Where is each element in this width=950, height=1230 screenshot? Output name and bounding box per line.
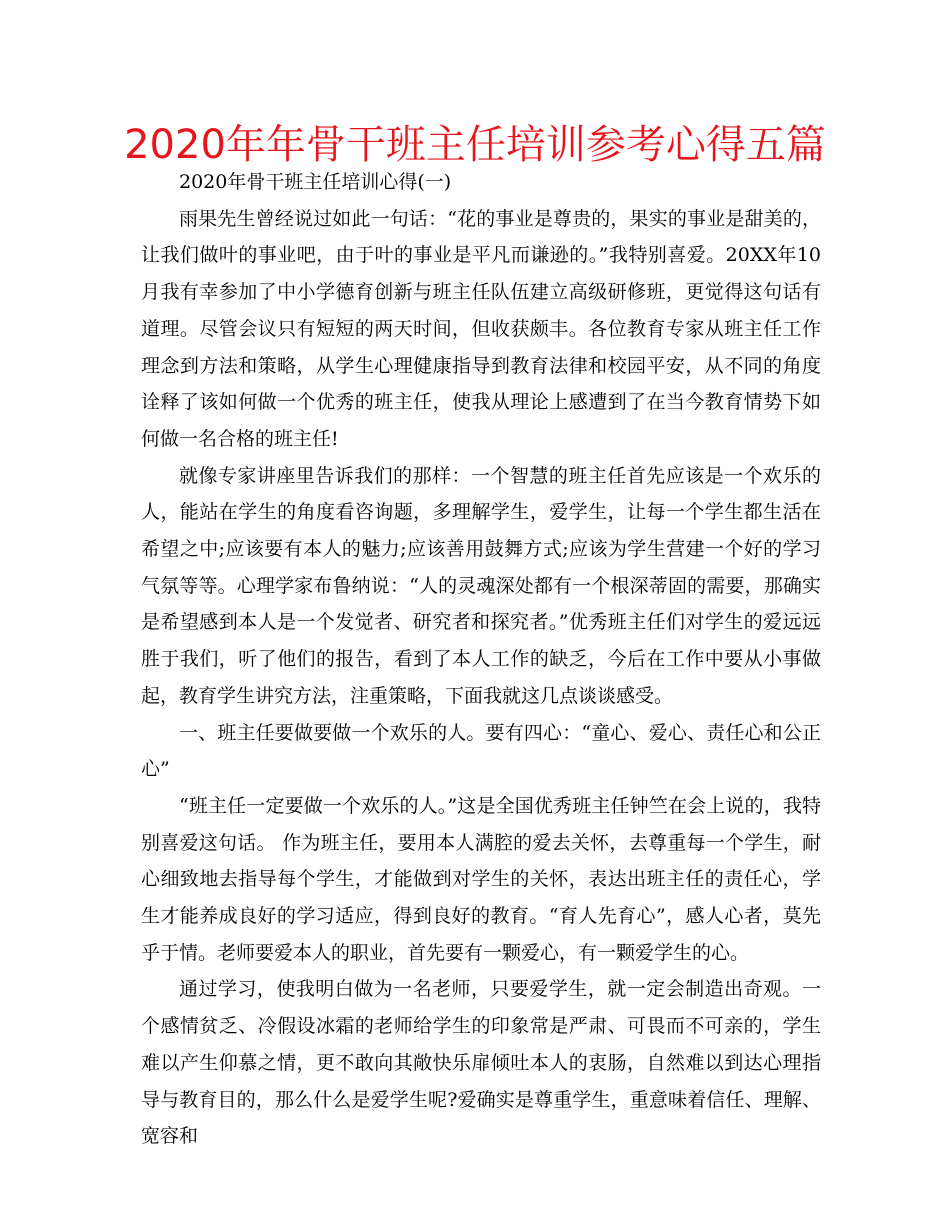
- paragraph: 就像专家讲座里告诉我们的那样：一个智慧的班主任首先应该是一个欢乐的人，能站在学生的角度看咨询题，多理解学生，爱学生，让每一个学生都生活在希望之中;应该要有本人的魅力;应该善用鼓舞方式;应该为学生营建一个好的学习气氛等等。心理学家布鲁纳说：“人的灵魂深处都有一个根深蒂固的需要，那确实是希望感到本人是一个发觉者、研究者和探究者。”优秀班主任们对学生的爱远远胜于我们，听了他们的报告，看到了本人工作的缺乏，今后在工作中要从小事做起，教育学生讲究方法，注重策略，下面我就这几点谈谈感受。: [141, 464, 821, 707]
- section-heading: 一、班主任要做要做一个欢乐的人。要有四心：“童心、爱心、责任心和公正心”: [141, 721, 821, 781]
- paragraph: 雨果先生曾经说过如此一句话：“花的事业是尊贵的，果实的事业是甜美的，让我们做叶的事业吧，由于叶的事业是平凡而谦逊的。”我特别喜爱。20XX年10月我有幸参加了中小学德育创新与班主任队伍建立高级研修班，更觉得这句话有道理。尽管会议只有短短的两天时间，但收获颇丰。各位教育专家从班主任工作理念到方法和策略，从学生心理健康指导到教育法律和校园平安，从不同的角度诠释了该如何做一个优秀的班主任，使我从理论上感遭到了在当今教育情势下如何做一名合格的班主任!: [141, 207, 821, 450]
- paragraph: “班主任一定要做一个欢乐的人。”这是全国优秀班主任钟竺在会上说的，我特别喜爱这句话。 作为班主任，要用本人满腔的爱去关怀，去尊重每一个学生，耐心细致地去指导每个学生，才能做到对学生的关怀，表达出班主任的责任心，学生才能养成良好的学习适应，得到良好的教育。“育人先育心”，感人心者，莫先乎于情。老师要爱本人的职业，首先要有一颗爱心，有一颗爱学生的心。: [141, 794, 821, 964]
- document-title: 2020年年骨干班主任培训参考心得五篇: [124, 122, 826, 168]
- paragraph: 通过学习，使我明白做为一名老师，只要爱学生，就一定会制造出奇观。一个感情贫乏、冷假设冰霜的老师给学生的印象常是严肃、可畏而不可亲的，学生难以产生仰慕之情，更不敢向其敞快乐扉倾吐本人的衷肠，自然难以到达心理指导与教育目的，那么什么是爱学生呢?爱确实是尊重学生，重意味着信任、理解、宽容和: [141, 978, 821, 1148]
- document-body: [141, 164, 821, 1155]
- section-subtitle: 2020年骨干班主任培训心得(一): [179, 171, 452, 193]
